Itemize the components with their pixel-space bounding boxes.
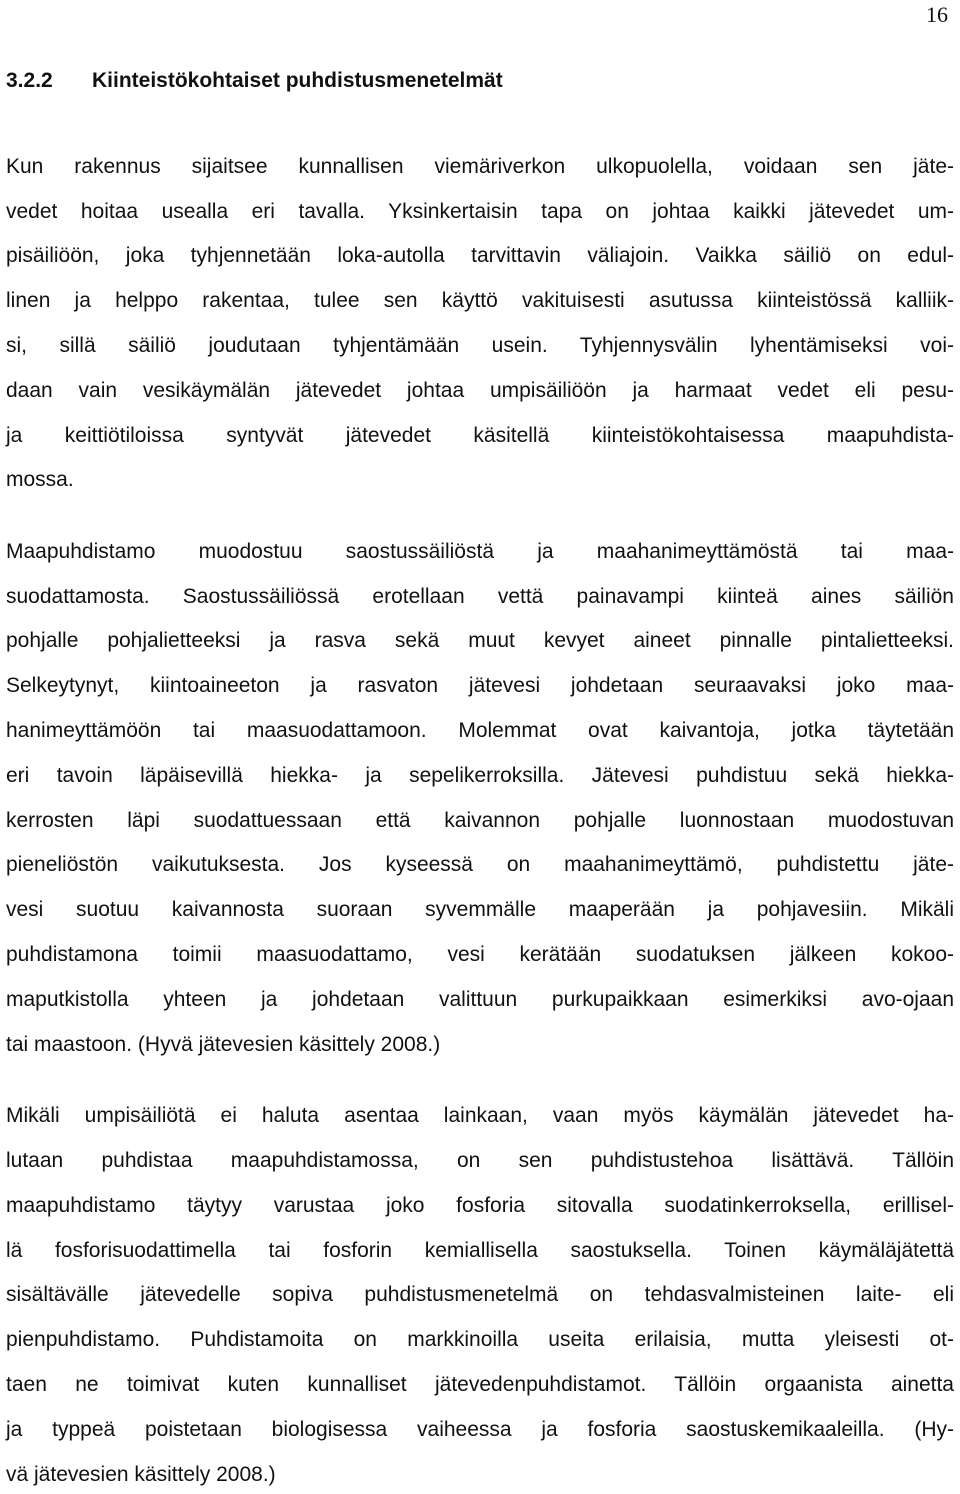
section-title: Kiinteistökohtaiset puhdistusmenetelmät (92, 69, 503, 92)
text-line: daan vain vesikäymälän jätevedet johtaa umpisäiliöön ja harmaat vedet eli pesu- (6, 379, 954, 402)
text-line: pohjalle pohjalietteeksi ja rasva sekä muut kevyet aineet pinnalle pintalietteeksi. (6, 629, 954, 652)
text-line: maputkistolla yhteen ja johdetaan valittuun purkupaikkaan esimerkiksi avo-ojaan (6, 988, 954, 1011)
text-line: sisältävälle jätevedelle sopiva puhdistusmenetelmä on tehdasvalmisteinen laite- eli (6, 1283, 954, 1306)
text-line: lä fosforisuodattimella tai fosforin kemiallisella saostuksella. Toinen käymäläjätettä (6, 1239, 954, 1262)
text-line: maapuhdistamo täytyy varustaa joko fosforia sitovalla suodatinkerroksella, erillisel- (6, 1194, 954, 1217)
page-number: 16 (926, 2, 948, 27)
text-line: taen ne toimivat kuten kunnalliset jätevedenpuhdistamot. Tällöin orgaanista ainetta (6, 1373, 954, 1396)
text-line: vä jätevesien käsittely 2008.) (6, 1463, 276, 1486)
text-line: hanimeyttämöön tai maasuodattamoon. Molemmat ovat kaivantoja, jotka täytetään (6, 719, 954, 742)
section-heading (6, 66, 503, 96)
text-line: Kun rakennus sijaitsee kunnallisen viemäriverkon ulkopuolella, voidaan sen jäte- (6, 155, 954, 178)
text-line: suodattamosta. Saostussäiliössä erotellaan vettä painavampi kiinteä aines säiliön (6, 585, 954, 608)
text-line: eri tavoin läpäisevillä hiekka- ja sepelikerroksilla. Jätevesi puhdistuu sekä hiekka- (6, 764, 954, 787)
text-line: Mikäli umpisäiliötä ei haluta asentaa lainkaan, vaan myös käymälän jätevedet ha- (6, 1104, 954, 1127)
text-line: lutaan puhdistaa maapuhdistamossa, on sen puhdistustehoa lisättävä. Tällöin (6, 1149, 954, 1172)
text-line: tai maastoon. (Hyvä jätevesien käsittely 2008.) (6, 1033, 441, 1056)
text-line: pieneliöstön vaikutuksesta. Jos kyseessä on maahanimeyttämö, puhdistettu jäte- (6, 853, 954, 876)
text-line: vesi suotuu kaivannosta suoraan syvemmälle maaperään ja pohjavesiin. Mikäli (6, 898, 954, 921)
text-line: puhdistamona toimii maasuodattamo, vesi kerätään suodatuksen jälkeen kokoo- (6, 943, 954, 966)
text-line: kerrosten läpi suodattuessaan että kaivannon pohjalle luonnostaan muodostuvan (6, 809, 954, 832)
text-line: ja keittiötiloissa syntyvät jätevedet käsitellä kiinteistökohtaisessa maapuhdista- (6, 424, 954, 447)
section-number: 3.2.2 (6, 69, 53, 92)
text-line: linen ja helppo rakentaa, tulee sen käyttö vakituisesti asutussa kiinteistössä kalliik- (6, 289, 954, 312)
text-line: si, sillä säiliö joudutaan tyhjentämään usein. Tyhjennysvälin lyhentämiseksi voi- (6, 334, 954, 357)
text-line: pienpuhdistamo. Puhdistamoita on markkinoilla useita erilaisia, mutta yleisesti ot- (6, 1328, 954, 1351)
text-line: Maapuhdistamo muodostuu saostussäiliöstä ja maahanimeyttämöstä tai maa- (6, 540, 954, 563)
text-line: mossa. (6, 468, 74, 491)
text-line: Selkeytynyt, kiintoaineeton ja rasvaton jätevesi johdetaan seuraavaksi joko maa- (6, 674, 954, 697)
text-line: pisäiliöön, joka tyhjennetään loka-autolla tarvittavin väliajoin. Vaikka säiliö on edul- (6, 244, 954, 267)
text-line: vedet hoitaa usealla eri tavalla. Yksinkertaisin tapa on johtaa kaikki jätevedet um- (6, 200, 954, 223)
text-line: ja typpeä poistetaan biologisessa vaiheessa ja fosforia saostuskemikaaleilla. (Hy- (6, 1418, 954, 1441)
